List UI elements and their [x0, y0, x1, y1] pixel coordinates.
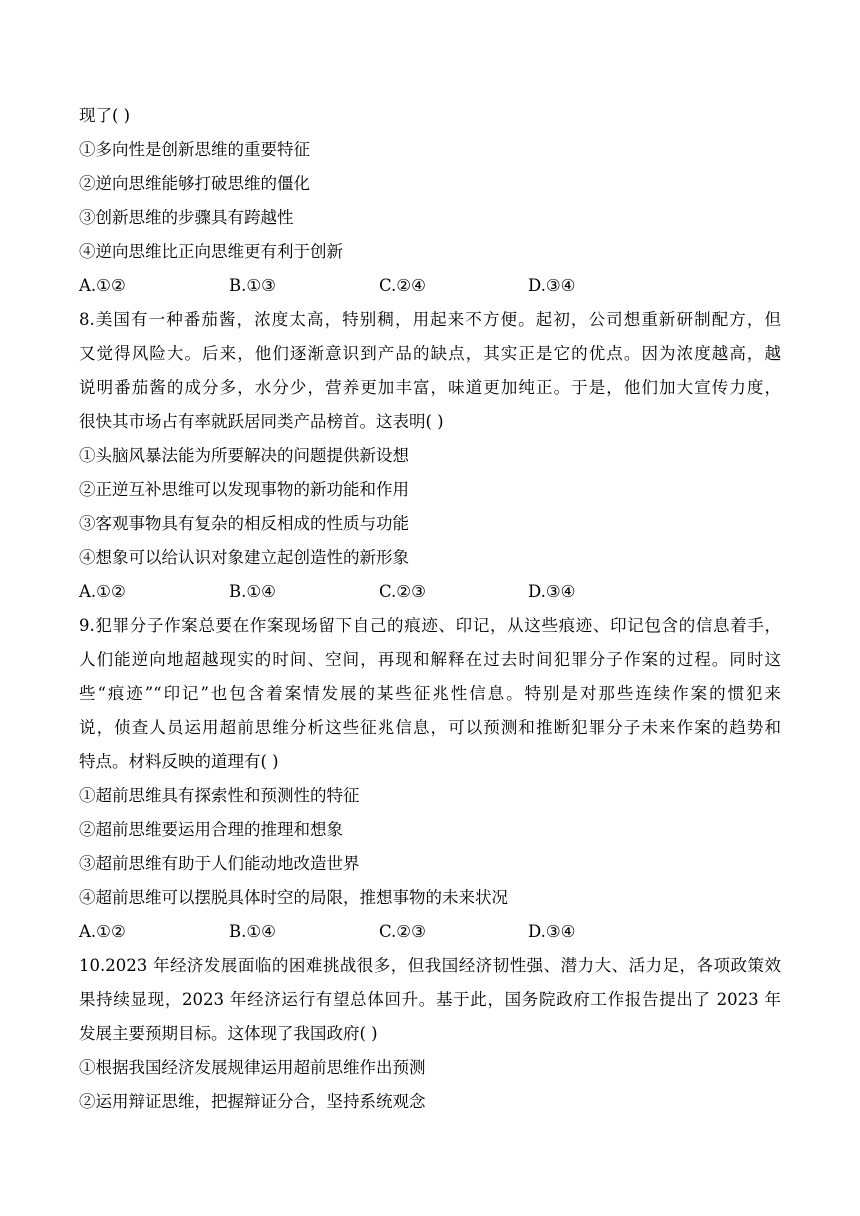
q8-stem-line-4: 很快其市场占有率就跃居同类产品榜首。这表明( ) — [79, 412, 444, 431]
q9-stem-line-4: 说，侦查人员运用超前思维分析这些征兆信息，可以预测和推断犯罪分子未来作案的趋势和 — [79, 718, 781, 737]
q9-stem-line-5: 特点。材料反映的道理有( ) — [79, 752, 279, 771]
q7-item-3: ③创新思维的步骤具有跨越性 — [79, 208, 294, 227]
q9-option-a[interactable]: A.①② — [79, 922, 126, 941]
q7-option-b[interactable]: B.①③ — [229, 276, 276, 295]
q8-option-d[interactable]: D.③④ — [528, 582, 576, 601]
q10-item-2: ②运用辩证思维，把握辩证分合，坚持系统观念 — [79, 1092, 426, 1111]
q7-option-c[interactable]: C.②④ — [379, 276, 426, 295]
q9-item-2: ②超前思维要运用合理的推理和想象 — [79, 820, 343, 839]
q10-stem-line-1: 10.2023 年经济发展面临的困难挑战很多，但我国经济韧性强、潜力大、活力足，各项政策效 — [79, 956, 781, 975]
q8-item-3: ③客观事物具有复杂的相反相成的性质与功能 — [79, 514, 409, 533]
q10-stem-line-2: 果持续显现，2023 年经济运行有望总体回升。基于此，国务院政府工作报告提出了 2023 年 — [79, 990, 781, 1009]
q8-option-a[interactable]: A.①② — [79, 582, 126, 601]
q9-stem-line-3: 些“痕迹”“印记”也包含着案情发展的某些征兆性信息。特别是对那些连续作案的惯犯来 — [79, 684, 781, 703]
q9-item-3: ③超前思维有助于人们能动地改造世界 — [79, 854, 360, 873]
q7-item-1: ①多向性是创新思维的重要特征 — [79, 140, 310, 159]
q9-option-d[interactable]: D.③④ — [528, 922, 576, 941]
q9-stem-line-2: 人们能逆向地超越现实的时间、空间，再现和解释在过去时间犯罪分子作案的过程。同时这 — [79, 650, 781, 669]
q8-item-2: ②正逆互补思维可以发现事物的新功能和作用 — [79, 480, 409, 499]
q8-item-4: ④想象可以给认识对象建立起创造性的新形象 — [79, 548, 409, 567]
q9-option-c[interactable]: C.②③ — [379, 922, 426, 941]
q8-stem-line-1: 8.美国有一种番茄酱，浓度太高，特别稠，用起来不方便。起初，公司想重新研制配方，但 — [79, 310, 781, 329]
q7-option-d[interactable]: D.③④ — [528, 276, 576, 295]
q9-item-4: ④超前思维可以摆脱具体时空的局限，推想事物的未来状况 — [79, 888, 508, 907]
q7-option-a[interactable]: A.①② — [79, 276, 126, 295]
q7-item-4: ④逆向思维比正向思维更有利于创新 — [79, 242, 343, 261]
q9-option-b[interactable]: B.①④ — [229, 922, 276, 941]
q9-stem-line-1: 9.犯罪分子作案总要在作案现场留下自己的痕迹、印记，从这些痕迹、印记包含的信息着手， — [79, 616, 781, 635]
q8-option-b[interactable]: B.①④ — [229, 582, 276, 601]
q10-item-1: ①根据我国经济发展规律运用超前思维作出预测 — [79, 1058, 426, 1077]
q8-item-1: ①头脑风暴法能为所要解决的问题提供新设想 — [79, 446, 409, 465]
q7-stem-tail: 现了( ) — [79, 106, 131, 125]
q8-stem-line-3: 说明番茄酱的成分多，水分少，营养更加丰富，味道更加纯正。于是，他们加大宣传力度， — [79, 378, 781, 397]
q7-item-2: ②逆向思维能够打破思维的僵化 — [79, 174, 310, 193]
q9-item-1: ①超前思维具有探索性和预测性的特征 — [79, 786, 360, 805]
q8-option-c[interactable]: C.②③ — [379, 582, 426, 601]
q8-stem-line-2: 又觉得风险大。后来，他们逐渐意识到产品的缺点，其实正是它的优点。因为浓度越高，越 — [79, 344, 781, 363]
q10-stem-line-3: 发展主要预期目标。这体现了我国政府( ) — [79, 1024, 378, 1043]
